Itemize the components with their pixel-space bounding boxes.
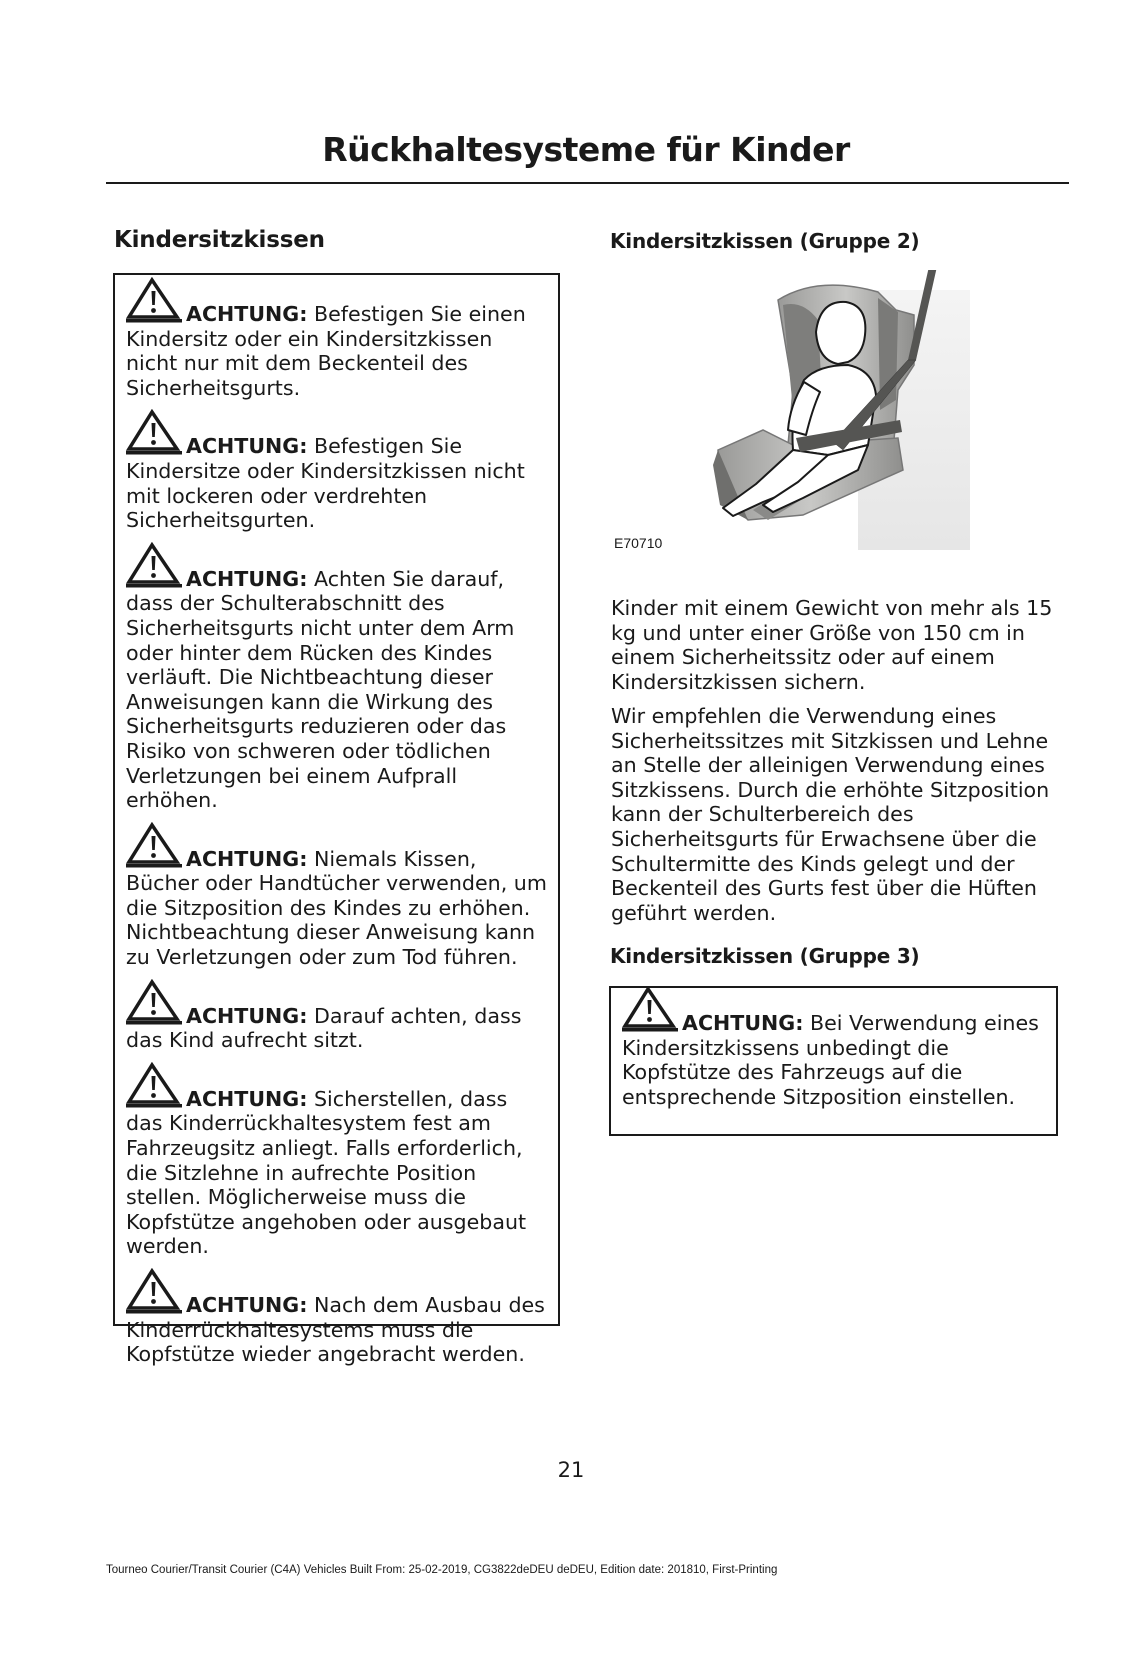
paragraph-weight-height: Kinder mit einem Gewicht von mehr als 15 kg und unter einer Größe von 150 cm in einem Sicherheitssitz oder auf einem Kindersitzkissen sichern. bbox=[611, 596, 1053, 694]
warning-label: ACHTUNG: bbox=[186, 302, 308, 326]
warning-label: ACHTUNG: bbox=[186, 1293, 308, 1317]
figure-code: E70710 bbox=[614, 535, 663, 551]
warning-label: ACHTUNG: bbox=[682, 1011, 804, 1035]
warning-text: Achten Sie darauf, dass der Schulterabschnitt des Sicherheitsgurts nicht unter dem Arm oder hinter dem Rücken des Kindes verläuft. Die Nichtbeachtung dieser Anweisungen kann die Wirkung des Sicherheitsgurts reduzieren oder das Risiko von schweren oder tödlichen Verletzungen bei einem Aufprall erhöhen. bbox=[126, 566, 515, 813]
title-divider bbox=[106, 182, 1069, 184]
warning-item bbox=[126, 1084, 550, 1259]
warning-text: Nach dem Ausbau des Kinderrückhaltesystems muss die Kopfstütze wieder angebracht werden. bbox=[126, 1293, 545, 1367]
warning-text: Darauf achten, dass das Kind aufrecht sitzt. bbox=[126, 1003, 522, 1053]
warning-triangle-icon bbox=[126, 979, 182, 1025]
warning-gruppe-3 bbox=[622, 1008, 1048, 1109]
warning-text: Bei Verwendung eines Kindersitzkissens unbedingt die Kopfstütze des Fahrzeugs auf die entsprechende Sitzposition einstellen. bbox=[622, 1011, 1039, 1109]
warning-item bbox=[126, 564, 550, 813]
warning-text: Befestigen Sie Kindersitze oder Kindersitzkissen nicht mit lockeren oder verdrehten Sicherheitsgurten. bbox=[126, 434, 525, 533]
subheading-gruppe-2: Kindersitzkissen (Gruppe 2) bbox=[610, 229, 920, 253]
warning-label: ACHTUNG: bbox=[186, 1086, 308, 1111]
warning-text: Sicherstellen, dass das Kinderrückhaltesystem fest am Fahrzeugsitz anliegt. Falls erforderlich, die Sitzlehne in aufrechte Position stellen. Möglicherweise muss die Kopfstütze angehoben oder ausgebaut werden. bbox=[126, 1086, 527, 1259]
section-heading-kindersitzkissen: Kindersitzkissen bbox=[114, 227, 325, 253]
warning-box-left bbox=[113, 273, 560, 1367]
warning-label: ACHTUNG: bbox=[186, 1003, 308, 1028]
warning-item bbox=[126, 431, 550, 532]
booster-seat-illustration bbox=[708, 270, 974, 566]
warning-label: ACHTUNG: bbox=[186, 846, 308, 871]
warning-label: ACHTUNG: bbox=[186, 566, 308, 591]
page-footer: Tourneo Courier/Transit Courier (C4A) Vehicles Built From: 25-02-2019, CG3822deDEU deDEU, Edition date: 201810, First-Printing bbox=[106, 1564, 778, 1576]
page-title: Rückhaltesysteme für Kinder bbox=[322, 130, 850, 169]
paragraph-recommendation: Wir empfehlen die Verwendung eines Sicherheitssitzes mit Sitzkissen und Lehne an Stelle der alleinigen Verwendung eines Sitzkissens. Durch die erhöhte Sitzposition kann der Schulterbereich des Sicherheitsgurts für Erwachsene über die Schultermitte des Kinds gelegt und der Beckenteil des Gurts fest über die Hüften geführt werden. bbox=[611, 704, 1050, 925]
warning-text: Befestigen Sie einen Kindersitz oder ein Kindersitzkissen nicht nur mit dem Beckenteil des Sicherheitsgurts. bbox=[126, 302, 526, 400]
warning-item bbox=[126, 844, 550, 970]
warning-item bbox=[126, 1001, 550, 1053]
warning-text: Niemals Kissen, Bücher oder Handtücher verwenden, um die Sitzposition des Kindes zu erhöhen. Nichtbeachtung dieser Anweisung kann zu Verletzungen oder zum Tod führen. bbox=[126, 846, 547, 970]
warning-box-right bbox=[609, 986, 1058, 1136]
page-number: 21 bbox=[557, 1458, 585, 1482]
warning-triangle-icon bbox=[126, 277, 182, 323]
warning-item bbox=[126, 299, 550, 400]
warning-triangle-icon bbox=[126, 409, 182, 455]
warning-label: ACHTUNG: bbox=[186, 434, 308, 459]
subheading-gruppe-3: Kindersitzkissen (Gruppe 3) bbox=[610, 944, 920, 968]
child-head bbox=[816, 302, 865, 364]
warning-triangle-icon bbox=[126, 542, 182, 588]
warning-item bbox=[126, 1290, 550, 1367]
warning-triangle-icon bbox=[126, 1268, 182, 1314]
warning-triangle-icon bbox=[126, 822, 182, 868]
warning-triangle-icon bbox=[126, 1062, 182, 1108]
warning-triangle-icon bbox=[622, 986, 678, 1032]
